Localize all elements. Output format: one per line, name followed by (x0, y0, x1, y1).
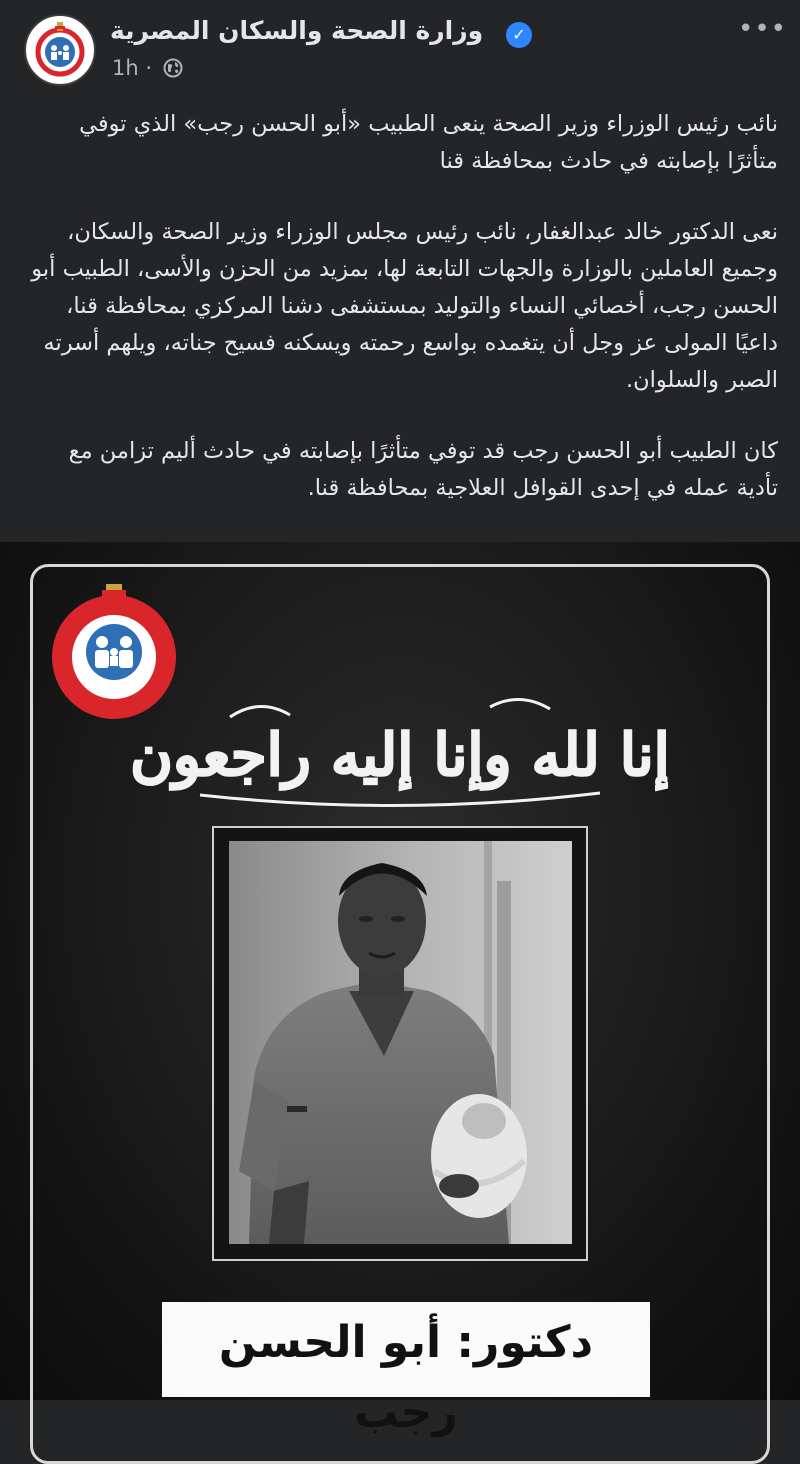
page-avatar[interactable] (24, 14, 96, 86)
post-body (22, 106, 778, 541)
calligraphy-condolence (130, 677, 670, 817)
post-paragraph-headline: نائب رئيس الوزراء وزير الصحة ينعى الطبيب «أبو الحسن رجب» الذي توفي متأثرًا بإصابته في حادث بمحافظة قنا (79, 111, 778, 174)
post-time[interactable]: 1h (112, 56, 139, 80)
ministry-logo (54, 582, 174, 712)
meta-separator: · (145, 56, 153, 80)
post-header (0, 0, 800, 100)
page-name[interactable]: وزارة الصحة والسكان المصرية (110, 16, 484, 45)
calligraphy-text: إنا لله وإنا إليه راجعون (130, 721, 670, 789)
verified-badge-icon: ✓ (506, 22, 532, 48)
post-paragraph-details: كان الطبيب أبو الحسن رجب قد توفي متأثرًا بإصابته في حادث أليم تزامن مع تأدية عمله في إحدى القوافل العلاجية بمحافظة قنا. (68, 438, 778, 501)
post-paragraph-condolence: نعى الدكتور خالد عبدالغفار، نائب رئيس مجلس الوزراء وزير الصحة والسكان، وجميع العاملين بالوزارة والجهات التابعة لها، بمزيد من الحزن والأسى، الطبيب أبو الحسن رجب، أخصائي النساء والتوليد بمستشفى دشنا المركزي بمحافظة قنا، داعيًا المولى عز وجل أن يتغمده بواسع رحمته ويسكنه فسيح جناته، ويلهم أسرته الصبر والسلوان. (31, 219, 778, 393)
photo-frame (212, 826, 588, 1261)
post-meta (112, 56, 152, 80)
globe-icon (163, 58, 183, 78)
name-plate (162, 1302, 650, 1438)
doctor-name: دكتور: أبو الحسن رجب (218, 1317, 594, 1438)
post-image[interactable] (0, 542, 800, 1438)
doctor-photo (229, 841, 572, 1244)
more-options-icon[interactable]: ••• (738, 14, 788, 44)
ministry-logo-icon (26, 16, 94, 84)
